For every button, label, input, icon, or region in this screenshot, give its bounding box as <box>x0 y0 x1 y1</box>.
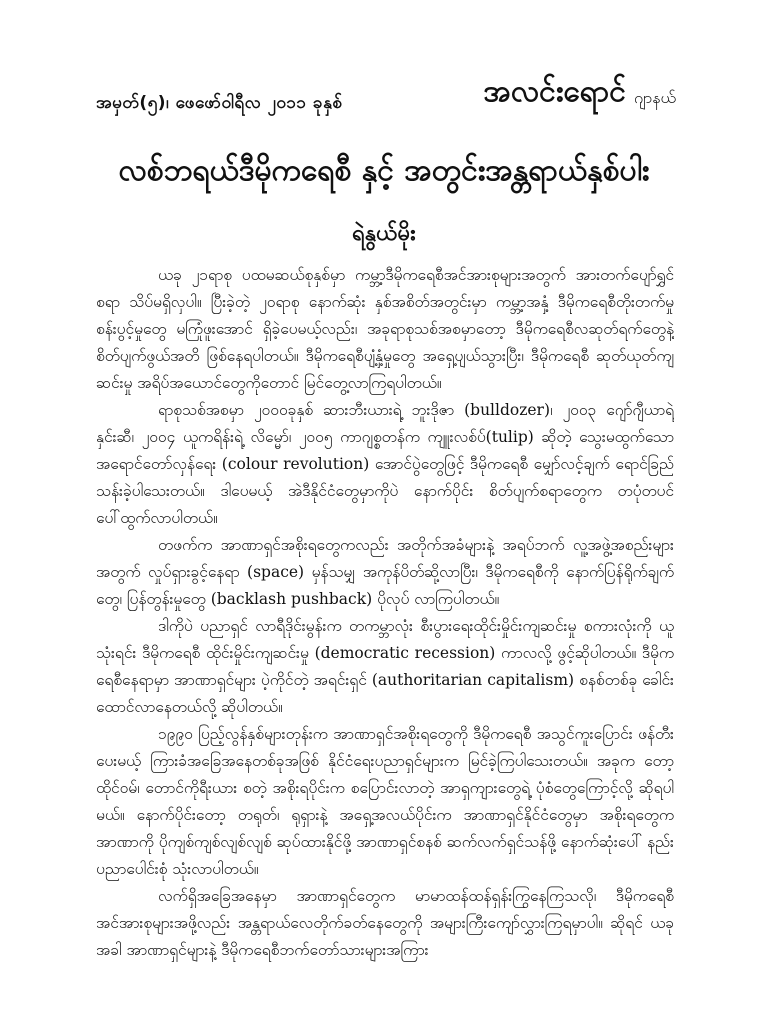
paragraph: ရာစုသစ်အစမှာ ၂၀၀၀ခုနှစ် ဆားဘီးယားရဲ့ ဘူးဒိုဇာ (bulldozer)၊ ၂၀၀၃ ဂျော်ဂျီယာရဲ့ နှင်းဆီ၊ ၂၀၀၄ ယူကရိန်းရဲ့ လိမ္မော်၊ ၂၀၀၅ ကာဂျစ္စတန်က ကျူးလစ်ပ်(tulip) ဆိုတဲ့ သွေးမထွက်သော အရောင်တော်လှန်ရေး (colour revolution) အောင်ပွဲတွေဖြင့် ဒီမိုကရေစီ မျှော်လင့်ချက် ရောင်ခြည်သန်းခဲ့ပါသေးတယ်။ ဒါပေမယ့် အဲဒီနိုင်ငံတွေမှာကိုပဲ နောက်ပိုင်း စိတ်ပျက်စရာတွေက တပုံတပင် ပေါ်ထွက်လာပါတယ်။ <box>96 401 674 527</box>
paragraph: လက်ရှိအခြေအနေမှာ အာဏာရှင်တွေက မာမာထန်ထန်ရှန်းကြွနေကြသလို၊ ဒီမိုကရေစီအင်အားစုများအဖို့လည်း အန္တရာယ်လေတိုက်ခတ်နေတွေကို အများကြီးကျော်လွှားကြရမှာပါ။ ဆိုရင် ယခုအခါ အာဏာရှင်များနဲ့ ဒီမိုကရေစီဘက်တော်သားများအကြား <box>96 887 674 959</box>
masthead <box>484 72 676 112</box>
article-body <box>96 262 674 1024</box>
article-title: လစ်ဘရယ်ဒီမိုကရေစီ နှင့် အတွင်းအန္တရာယ်နှစ်ပါး <box>118 153 650 188</box>
masthead-subtitle: ဂျာနယ် <box>633 88 676 107</box>
paragraph: ယခု ၂၁ရာစု ပထမဆယ်စုနှစ်မှာ ကမ္ဘာ့ဒီမိုကရေစီအင်အားစုများအတွက် အားတက်ပျော်ရွှင်စရာ သိပ်မရှိလှပါ။ ပြီးခဲ့တဲ့ ၂၀ရာစု နောက်ဆုံး နှစ်အစိတ်အတွင်းမှာ ကမ္ဘာ့အနှံ့ ဒီမိုကရေစီတိုးတက်မှု စန်းပွင့်မှုတွေ မကြုံဖူးအောင် ရှိခဲ့ပေမယ့်လည်း၊ အခုရာစုသစ်အစမှာတော့ ဒီမိုကရေစီလဆုတ်ရက်တွေနဲ့ စိတ်ပျက်ဖွယ်အတိ ဖြစ်နေရပါတယ်။ ဒီမိုကရေစီပျံ့နှံ့မှုတွေ အရှေ့ပျယ်သွားပြီး၊ ဒီမိုကရေစီ ဆုတ်ယုတ်ကျဆင်းမှု အရိပ်အယောင်တွေကိုတောင် မြင်တွေ့လာကြရပါတယ်။ <box>96 266 674 392</box>
issue-line: အမှတ်(၅)၊ ဖေဖော်ဝါရီလ ၂၀၁၁ ခုနှစ် <box>96 93 343 113</box>
masthead-logo: အလင်းရောင် <box>483 74 626 109</box>
paragraph: ၁၉၉၀ ပြည့်လွန်နှစ်များတုန်းက အာဏာရှင်အစိုးရတွေကို ဒီမိုကရေစီ အသွင်ကူးပြောင်း ဖန်တီးပေးမယ့် ကြားခံအခြေအနေတစ်ခုအဖြစ် နိုင်ငံရေးပညာရှင်များက မြင်ခဲ့ကြပါသေးတယ်။ အခုက တော့ ထိုင်ဝမ်၊ တောင်ကိုရီးယား စတဲ့ အစိုးရပိုင်းက စပြောင်းလာတဲ့ အာရှကျားတွေရဲ့ ပုံစံတွေကြောင့်လို့ ဆိုရပါမယ်။ နောက်ပိုင်းတော့ တရုတ်၊ ရုရှားနဲ့ အရှေ့အလယ်ပိုင်းက အာဏာရှင်နိုင်ငံတွေမှာ အစိုးရတွေက အာဏာကို ပိုကျစ်ကျစ်လျစ်လျစ် ဆုပ်ထားနိုင်ဖို့ အာဏာရှင်စနစ် ဆက်လက်ရှင်သန်ဖို့ နောက်ဆုံးပေါ် နည်းပညာပေါင်းစုံ သုံးလာပါတယ်။ <box>96 725 674 878</box>
header <box>96 72 676 124</box>
article-author: ရဲနွယ်မိုး <box>352 221 416 246</box>
paragraph: ဒါကိုပဲ ပညာရှင် လာရီဒိုင်းမွန်းက တကမ္ဘာလုံး စီးပွားရေးထိုင်းမှိုင်းကျဆင်းမှု စကားလုံးကို ယူသုံးရင်း ဒီမိုကရေစီ ထိုင်းမှိုင်းကျဆင်းမှု (democratic recession) ကာလလို့ ဖွင့်ဆိုပါတယ်။ ဒီမိုကရေစီနေရာမှာ အာဏာရှင်များ ပဲ့ကိုင်တဲ့ အရင်းရှင် (authoritarian capitalism) စနစ်တစ်ခု ခေါင်းထောင်လာနေတယ်လို့ ဆိုပါတယ်။ <box>96 617 674 716</box>
paragraph: တဖက်က အာဏာရှင်အစိုးရတွေကလည်း အတိုက်အခံများနဲ့ အရပ်ဘက် လူ့အဖွဲ့အစည်းများအတွက် လှုပ်ရှားခွင့်နေရာ (space) မှန်သမျှ အကုန်ပိတ်ဆို့လာပြီး၊ ဒီမိုကရေစီကို နောက်ပြန်ရိုက်ချက်တွေ၊ ပြန်တွန်းမှုတွေ (backlash pushback) ပိုလုပ် လာကြပါတယ်။ <box>96 536 674 608</box>
